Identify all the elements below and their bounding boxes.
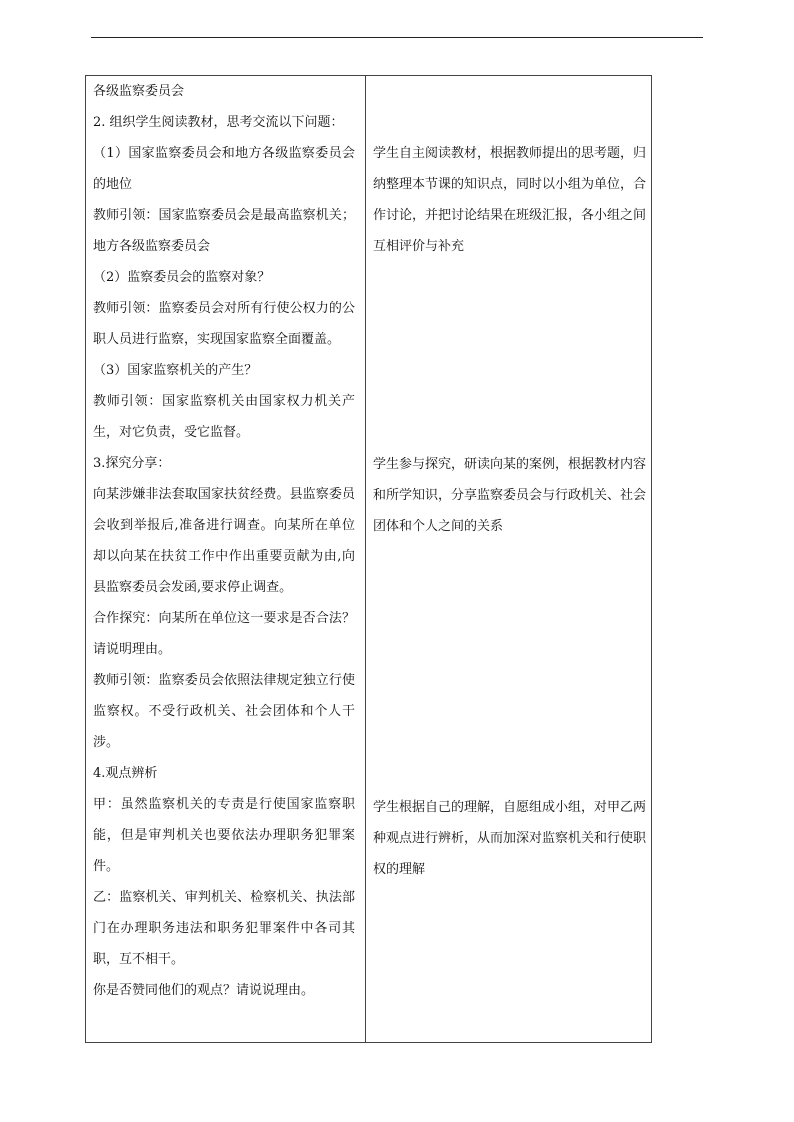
left-paragraph: 乙：监察机关、审判机关、检察机关、执法部门在办理职务违法和职务犯罪案件中各司其职，互不相干。 xyxy=(93,890,355,967)
left-paragraph: 合作探究：向某所在单位这一要求是否合法？请说明理由。 xyxy=(93,611,355,657)
left-paragraph: 教师引领：监察委员会依照法律规定独立行使监察权。不受行政机关、社会团体和个人干涉。 xyxy=(93,673,355,750)
left-paragraph: 甲：虽然监察机关的专责是行使国家监察职能，但是审判机关也要依法办理职务犯罪案件。 xyxy=(93,797,355,874)
column-divider xyxy=(365,76,366,1042)
left-paragraph: （1）国家监察委员会和地方各级监察委员会的地位 xyxy=(93,146,355,192)
left-paragraph: 教师引领：监察委员会对所有行使公权力的公职人员进行监察，实现国家监察全面覆盖。 xyxy=(93,301,355,347)
left-paragraph: 教师引领：国家监察委员会是最高监察机关；地方各级监察委员会 xyxy=(93,208,355,254)
left-paragraph: 3.探究分享： xyxy=(93,456,171,471)
teacher-activity-cell xyxy=(93,76,355,1006)
left-paragraph: 各级监察委员会 xyxy=(93,84,185,99)
left-paragraph: （3）国家监察机关的产生？ xyxy=(93,363,258,378)
left-paragraph: 你是否赞同他们的观点？请说说理由。 xyxy=(93,983,315,998)
right-paragraph: 学生根据自己的理解，自愿组成小组，对甲乙两种观点进行辨析，从而加深对监察机关和行使职权的理解 xyxy=(373,800,647,877)
left-paragraph: 2. 组织学生阅读教材，思考交流以下问题： xyxy=(93,115,344,130)
left-paragraph: （2）监察委员会的监察对象？ xyxy=(93,270,271,285)
left-paragraph: 教师引领：国家监察机关由国家权力机关产生，对它负责，受它监督。 xyxy=(93,394,355,440)
left-paragraph: 4.观点辨析 xyxy=(93,766,158,781)
lesson-table xyxy=(85,75,652,1043)
right-paragraph: 学生自主阅读教材，根据教师提出的思考题，归纳整理本节课的知识点，同时以小组为单位，合作讨论，并把讨论结果在班级汇报，各小组之间互相评价与补充 xyxy=(373,146,647,254)
left-paragraph: 向某涉嫌非法套取国家扶贫经费。县监察委员会收到举报后,准备进行调查。向某所在单位却以向某在扶贫工作中作出重要贡献为由,向县监察委员会发函,要求停止调查。 xyxy=(93,487,355,595)
header-rule xyxy=(91,37,703,38)
right-paragraph: 学生参与探究，研读向某的案例，根据教材内容和所学知识，分享监察委员会与行政机关、社会团体和个人之间的关系 xyxy=(373,457,647,534)
